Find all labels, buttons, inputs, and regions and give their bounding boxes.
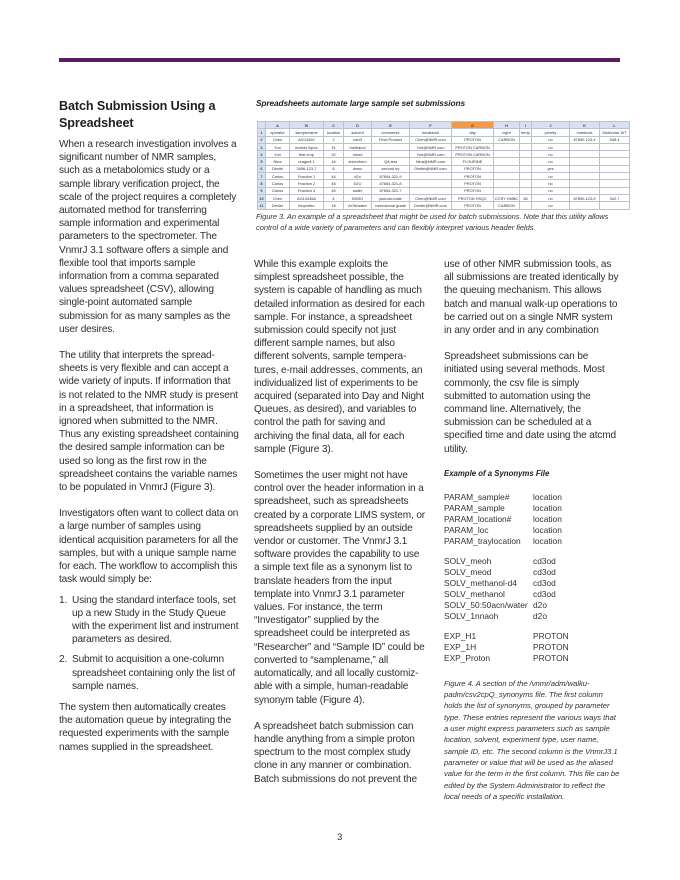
table-row: [258, 180, 630, 187]
table-cell: [372, 151, 410, 158]
table-cell: [600, 187, 630, 194]
table-cell: night: [494, 129, 520, 136]
workflow-step: [59, 653, 239, 693]
spreadsheet-figure: [257, 121, 630, 210]
table-cell: Dimitri: [266, 165, 290, 172]
select-all-corner: [258, 122, 266, 129]
table-cell: no: [532, 143, 570, 150]
table-cell: cdcl3: [344, 136, 372, 143]
synonym-group: [444, 556, 620, 622]
workflow-steps: [59, 594, 239, 693]
body-paragraph: When a research investigation involves a significant number of NMR samples, such as a metabolomics study or a sample library verification project, the scale of the project requires a completely automated method for transferring sample information and experimental parameters to the spectrometer. The VnmrJ 3.1 software offers a simple and flexible tool that imports sample information from a comma separated values spreadsheet (CSV), allowing single-point automated sample submission for as many samples as the user desires.: [59, 139, 237, 335]
table-cell: no: [532, 136, 570, 143]
table-cell: [520, 187, 532, 194]
synonym-key: SOLV_meoh: [444, 555, 492, 566]
synonym-key: SOLV_methanol-d4: [444, 577, 517, 588]
figure3-caption: Figure 3. An example of a spreadsheet that might be used for batch submissions. Note that this utility allows control of a wide variety of parameters and can flexibly interpret various header fields.: [256, 212, 609, 232]
synonym-entry: [444, 653, 620, 664]
table-cell: COSY HMBC: [494, 195, 519, 201]
synonym-value: d2o: [533, 599, 547, 610]
table-cell: 8: [324, 165, 344, 172]
table-cell: PROTON HSQC: [452, 194, 494, 201]
table-cell: [520, 202, 532, 209]
table-cell: [520, 136, 532, 143]
table-cell: no: [532, 173, 570, 180]
table-cell: [520, 165, 532, 172]
synonym-entry: [444, 578, 620, 589]
table-row: [258, 151, 630, 158]
synonym-value: location: [533, 524, 562, 535]
table-cell: 32: [324, 151, 344, 158]
table-cell: [600, 143, 630, 150]
column-letter: K: [570, 122, 600, 129]
table-row: [258, 165, 630, 172]
table-cell: FLOURINE: [452, 158, 494, 165]
body-paragraph: Spreadsheet submissions can be initiated using several methods. Most commonly, the csv file is simply submitted to automation using the command line. Alternatively, the submission can be scheduled at a specified time and date using the atcmd utility.: [444, 351, 617, 455]
table-cell: comments: [372, 129, 410, 136]
row-number: 5: [258, 158, 266, 165]
table-cell: PROTON CARBON: [452, 151, 494, 158]
table-cell: emailaddr: [410, 129, 452, 136]
body-paragraph: use of other NMR submission tools, as all submissions are treated identically by the queuing mechanism. This allows batch and manual walk-up operations to be carried out on a single NMR system in any order and in any combination: [444, 259, 619, 337]
table-cell: [494, 151, 520, 158]
column-letter: L: [600, 122, 630, 129]
table-cell: [570, 151, 600, 158]
synonym-entry: [444, 556, 620, 567]
table-cell: [494, 165, 520, 172]
table-cell: [410, 173, 452, 180]
column-letter-row: [258, 122, 630, 129]
synonym-key: PARAM_loc: [444, 524, 489, 535]
table-row: [258, 173, 630, 180]
table-cell: [570, 165, 600, 172]
column-letter: B: [290, 122, 324, 129]
table-cell: Yuri: [266, 143, 290, 150]
right-column: [444, 258, 620, 802]
table-cell: [520, 143, 532, 150]
table-cell: 87654-321-8: [372, 180, 410, 187]
synonym-value: cd3od: [533, 577, 556, 588]
table-cell: [570, 143, 600, 150]
middle-column: [254, 258, 426, 799]
row-number: 4: [258, 151, 266, 158]
table-cell: Fraction 1: [290, 173, 324, 180]
synonym-key: PARAM_sample: [444, 502, 505, 513]
table-cell: first crop: [290, 151, 324, 158]
table-cell: 16: [324, 158, 344, 165]
table-cell: 2: [324, 136, 344, 143]
table-cell: Nina: [266, 158, 290, 165]
synonym-key: EXP_H1: [444, 630, 477, 641]
table-cell: [520, 173, 532, 180]
synonym-entry: [444, 525, 620, 536]
figure3-title: Spreadsheets automate large sample set submissions: [256, 98, 465, 108]
table-cell: Nina@NMR.com: [410, 158, 452, 165]
table-cell: Carlos: [266, 180, 290, 187]
column-letter: G: [452, 122, 494, 129]
column-letter: C: [324, 122, 344, 129]
table-cell: second try: [372, 165, 410, 172]
table-cell: [570, 158, 600, 165]
table-cell: [600, 165, 630, 172]
table-cell: Dexter@NMR.com: [410, 202, 452, 209]
table-cell: Yuri@NMR.com: [410, 151, 452, 158]
step-number: 2.: [59, 654, 68, 666]
table-cell: CARBON: [494, 202, 520, 209]
table-cell: DMSO: [344, 194, 372, 201]
synonyms-title: Example of a Synonyms File: [444, 468, 550, 478]
synonym-key: SOLV_methanol: [444, 588, 505, 599]
synonym-entry: [444, 514, 620, 525]
table-cell: [520, 180, 532, 187]
synonym-key: PARAM_location#: [444, 513, 512, 524]
table-cell: solvent: [344, 129, 372, 136]
table-cell: [494, 158, 520, 165]
table-cell: 342.7: [600, 194, 630, 201]
table-cell: QA test: [372, 158, 410, 165]
table-row: [258, 143, 630, 150]
synonym-value: cd3od: [533, 555, 556, 566]
table-cell: methanol: [344, 143, 372, 150]
table-cell: [600, 151, 630, 158]
table-cell: [600, 202, 630, 209]
table-cell: 44: [324, 173, 344, 180]
column-letter: A: [266, 122, 290, 129]
synonym-group: [444, 631, 620, 664]
synonym-key: SOLV_50:50acn/water: [444, 599, 528, 610]
table-cell: PROTON: [452, 165, 494, 172]
table-cell: 87890-123-5: [570, 194, 600, 201]
table-cell: notebook: [570, 129, 600, 136]
table-cell: Molecular WT: [600, 129, 630, 136]
synonym-entry: [444, 567, 620, 578]
synonym-value: d2o: [533, 610, 547, 621]
spreadsheet-body: [258, 129, 630, 209]
table-cell: 18: [324, 202, 344, 209]
table-cell: no: [532, 151, 570, 158]
table-cell: 45: [324, 180, 344, 187]
table-cell: [570, 173, 600, 180]
table-cell: Chen: [266, 194, 290, 201]
section-title: Batch Submission Using a Spreadsheet: [59, 99, 216, 130]
table-cell: Dexter: [266, 202, 290, 209]
table-cell: Carlos: [266, 187, 290, 194]
synonym-value: cd3od: [533, 588, 556, 599]
table-row: [258, 158, 630, 165]
body-paragraph: Sometimes the user might not have control over the header information in a spreadsheet, such as spreadsheets created by a corporate LIMS system, or spreadsheets supplied by an outside vendor or customer. The VnmrJ 3.1 software provides the capability to use a simple text file as a synonym list to translate headers from the input template into VnmrJ 3.1 parameter values. For instance, the term “Investigator” supplied by the spreadsheet could be interpreted as “Researcher” and “Sample ID” could be converted to “samplename,” all automatically, and all locally customizable with a simple, human-readable synonym table (Figure 4).: [254, 470, 426, 706]
table-cell: [494, 143, 520, 150]
table-cell: [600, 158, 630, 165]
table-cell: [372, 143, 410, 150]
table-cell: [410, 187, 452, 194]
table-cell: Fraction 2: [290, 180, 324, 187]
synonym-entry: [444, 536, 620, 547]
row-number: 7: [258, 173, 266, 180]
table-cell: Chen@NMR.com: [410, 136, 452, 143]
table-cell: pseudo-mate: [372, 194, 410, 201]
table-cell: dmso: [344, 165, 372, 172]
body-paragraph: A spreadsheet batch submission can handle anything from a simple proton spectrum to the most complex study clone in any manner or combination. Batch submissions do not prevent the: [254, 720, 417, 785]
table-cell: 3456-123-7: [290, 165, 324, 172]
synonym-entry: [444, 589, 620, 600]
table-cell: PROTON: [452, 187, 494, 194]
body-paragraph: While this example exploits the simplest spreadsheet possible, the system is capable of handling as much detailed information as desired for each sample. For instance, a spreadsheet submission could specify not just different sample names, but also different solvents, sample temperatures, e-mail addresses, comments, an individualized list of experiments to be acquired (separated into Day and Night Queues, as desired), and variables to control the path for saving and archiving the final data, all for each sample (Figure 3).: [254, 259, 425, 455]
table-cell: Dimitri@NMR.com: [410, 165, 452, 172]
table-cell: 31: [324, 143, 344, 150]
table-cell: [600, 173, 630, 180]
table-cell: 65: [520, 194, 532, 201]
synonym-entry: [444, 600, 620, 611]
synonym-entry: [444, 492, 620, 503]
synonym-value: location: [533, 513, 562, 524]
table-cell: PROTON: [452, 180, 494, 187]
table-cell: [520, 151, 532, 158]
table-cell: mother liquor: [290, 143, 324, 150]
synonym-entry: [444, 631, 620, 642]
column-letter: D: [344, 122, 372, 129]
table-cell: operator: [266, 129, 290, 136]
table-cell: chloroform: [344, 158, 372, 165]
table-cell: PROTON CARBON: [452, 143, 494, 150]
synonym-entry: [444, 642, 620, 653]
figure4-caption: Figure 4. A section of the /vnmr/adm/walkupadm/csv2cpQ_synonyms file. The first column holds the list of synonyms, grouped by parameter type. These entries represent the various ways that a user might express parameters such as sample location, solvent, experiment type, user name, sample ID, etc. The second column is the VnmrJ3.1 parameter or value that will be used as the aliased value for the term in the first column. This file can be edited by the System Administrator to reflect the local needs of a specific installation.: [444, 678, 620, 801]
row-number: 3: [258, 143, 266, 150]
synonym-value: PROTON: [533, 630, 569, 641]
row-number: 10: [259, 195, 264, 201]
step-text: Using the standard interface tools, set up a new Study in the Study Queue with the experiment list and instrument parameters as desired.: [72, 594, 239, 646]
column-letter: H: [494, 122, 520, 129]
table-cell: [520, 158, 532, 165]
header-accent-bar: [59, 58, 620, 62]
table-cell: commercial grade: [372, 202, 410, 209]
table-cell: no: [532, 180, 570, 187]
table-cell: location: [324, 129, 344, 136]
step-number: 1.: [59, 594, 68, 606]
table-cell: temp: [521, 129, 530, 135]
table-cell: no: [532, 158, 570, 165]
table-cell: Final Product: [372, 136, 410, 143]
left-column: [59, 98, 239, 767]
body-paragraph: Investigators often want to collect data on a large number of samples using identical acquisition parameters for all the samples, but with a unique sample name for each. The workflow to accomplish this task would simply be:: [59, 508, 239, 586]
table-cell: ibuprofen: [290, 202, 324, 209]
row-number: 6: [258, 165, 266, 172]
synonym-value: PROTON: [533, 652, 569, 663]
table-cell: AG13445A: [290, 194, 324, 201]
table-cell: ACN/water: [344, 202, 372, 209]
row-number: 2: [258, 136, 266, 143]
table-cell: 4: [324, 194, 344, 201]
table-cell: PROTON: [452, 202, 494, 209]
table-cell: [494, 187, 520, 194]
table-cell: D2O: [344, 180, 372, 187]
synonym-value: PROTON: [533, 641, 569, 652]
synonym-group: [444, 492, 620, 547]
table-cell: [494, 173, 520, 180]
body-paragraph: The utility that interprets the spreadsheets is very flexible and can accept a wide variety of inputs. If information that is not related to the NMR study is present in a spreadsheet, that information is ignored when submitted to the NMR. Thus any existing spreadsheet containing the desired sample information can be used so long as the first row in the spreadsheet contains the variable names to be populated in VnmrJ (Figure 3).: [59, 350, 239, 494]
synonym-entry: [444, 503, 620, 514]
column-letter: I: [520, 122, 532, 129]
table-cell: [410, 180, 452, 187]
table-cell: 87890-123-4: [570, 136, 600, 143]
step-text: Submit to acquisition a one-column spreadsheet containing only the list of sample names.: [72, 654, 236, 692]
synonym-key: EXP_Proton: [444, 652, 491, 663]
column-letter: J: [532, 122, 570, 129]
synonym-key: SOLV_1nnaoh: [444, 610, 499, 621]
synonym-key: PARAM_sample#: [444, 491, 510, 502]
table-cell: Fraction 3: [290, 187, 324, 194]
synonym-value: location: [533, 491, 562, 502]
table-cell: no: [532, 194, 570, 201]
synonyms-list: [444, 492, 620, 664]
table-cell: PROTON: [452, 136, 494, 143]
table-cell: 548.4: [600, 136, 630, 143]
row-number: 9: [258, 187, 266, 194]
synonym-key: EXP_1H: [444, 641, 477, 652]
table-cell: 87654-321-7: [372, 187, 410, 194]
table-cell: AG13452: [290, 136, 324, 143]
table-cell: [494, 180, 520, 187]
row-number: 1: [258, 129, 266, 136]
table-cell: [600, 180, 630, 187]
table-cell: meod: [344, 151, 372, 158]
table-cell: PROTON: [452, 173, 494, 180]
workflow-step: [59, 594, 239, 647]
table-cell: CARBON: [494, 136, 520, 143]
table-cell: reagent 1: [290, 158, 324, 165]
table-row: [258, 136, 630, 143]
synonym-value: location: [533, 535, 562, 546]
table-cell: Yuri@NMR.com: [410, 143, 452, 150]
synonym-entry: [444, 611, 620, 622]
row-number: 11: [259, 202, 264, 208]
table-cell: Chen@NMR.com: [410, 194, 452, 201]
table-row: [258, 194, 630, 201]
table-cell: Carlos: [266, 173, 290, 180]
table-cell: d2o: [344, 173, 372, 180]
body-paragraph: The system then automatically creates the automation queue by integrating the requested experiments with the sample names supplied in the spreadsheet.: [59, 701, 232, 753]
table-row: [258, 202, 630, 209]
table-cell: [570, 202, 600, 209]
page-number: 3: [337, 832, 343, 843]
synonym-key: PARAM_traylocation: [444, 535, 521, 546]
table-cell: 87654-321-9: [372, 173, 410, 180]
table-cell: [570, 180, 600, 187]
row-number: 8: [258, 180, 266, 187]
table-cell: no: [532, 202, 570, 209]
table-cell: Chen: [266, 136, 290, 143]
table-cell: yes: [532, 165, 570, 172]
synonym-key: SOLV_meod: [444, 566, 492, 577]
table-cell: [570, 187, 600, 194]
table-cell: priority: [532, 129, 570, 136]
header-row: [258, 129, 630, 136]
table-row: [258, 187, 630, 194]
table-cell: day: [452, 129, 494, 136]
column-letter: F: [410, 122, 452, 129]
table-cell: 46: [324, 187, 344, 194]
table-cell: no: [532, 187, 570, 194]
synonym-value: cd3od: [533, 566, 556, 577]
column-letter: E: [372, 122, 410, 129]
synonym-value: location: [533, 502, 562, 513]
table-cell: Yuri: [266, 151, 290, 158]
table-cell: samplename: [290, 129, 324, 136]
table-cell: water: [344, 187, 372, 194]
